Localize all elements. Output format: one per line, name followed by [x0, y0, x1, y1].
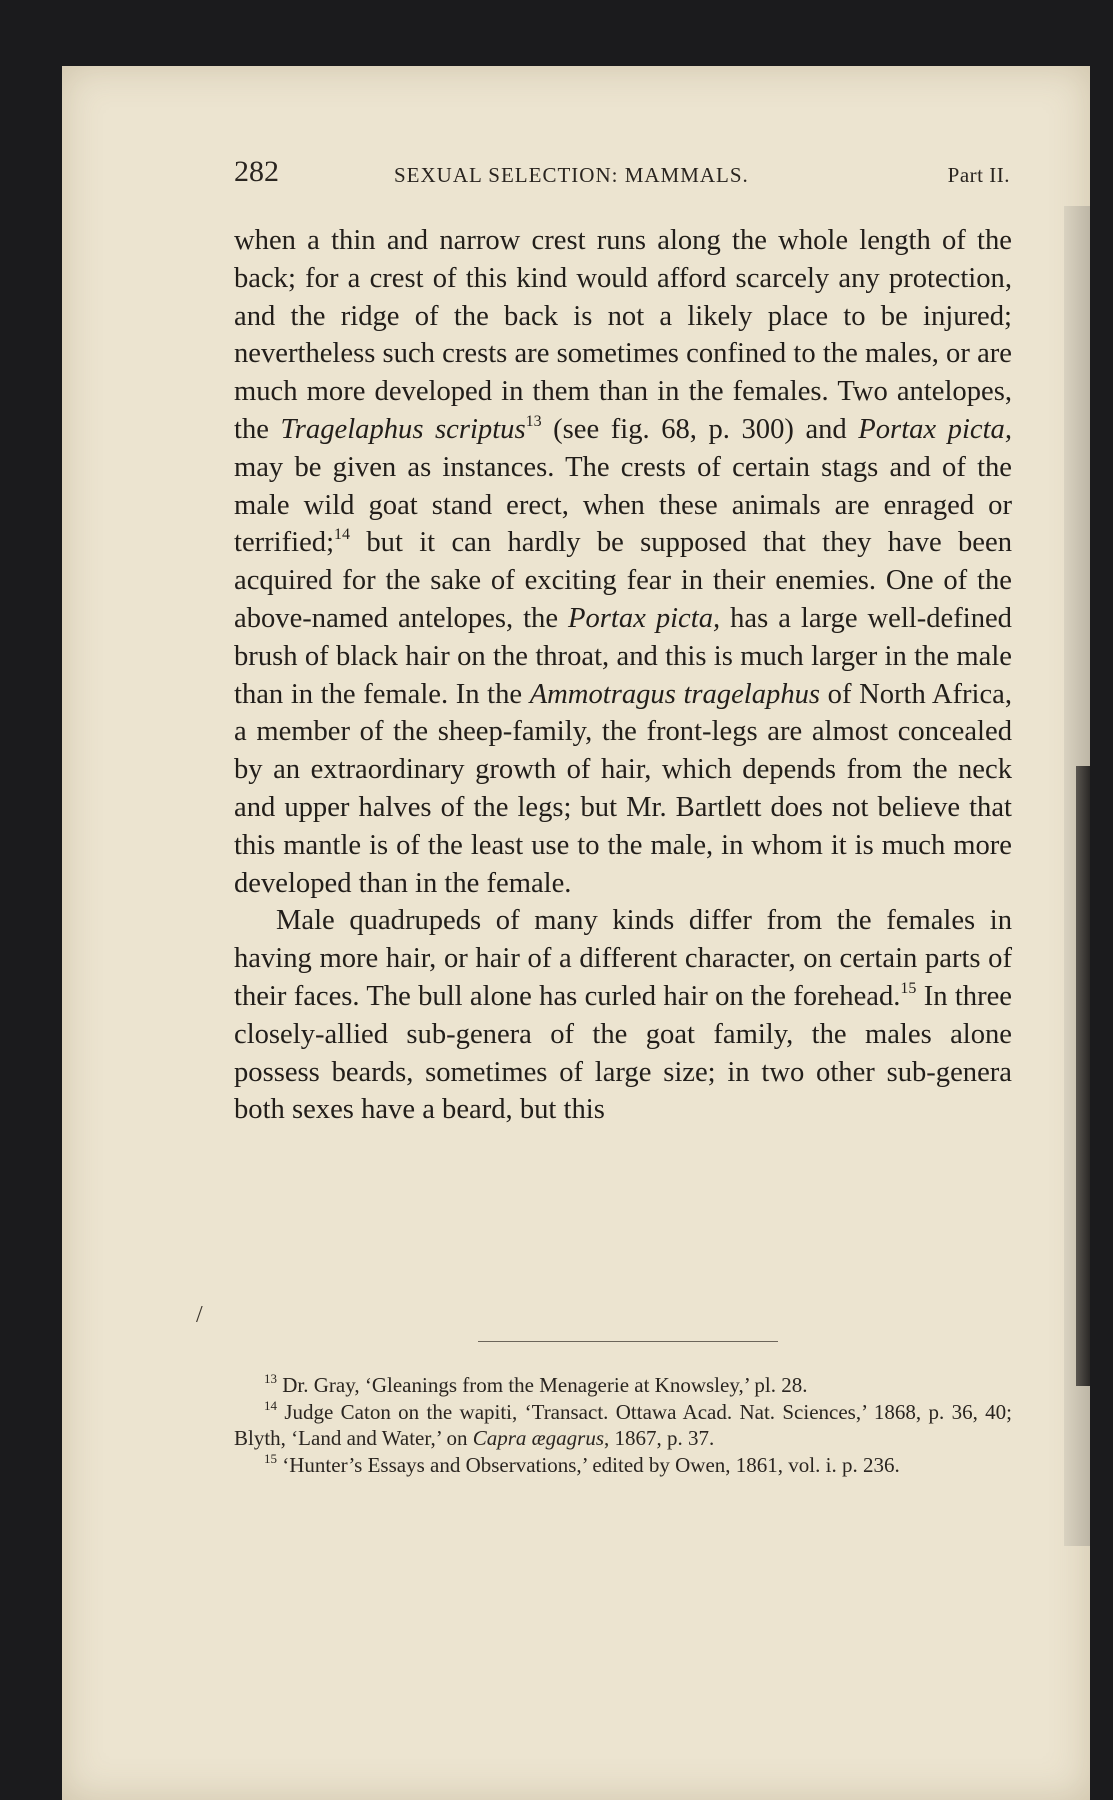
body-text: [234, 222, 1012, 1129]
margin-mark: /: [196, 1302, 203, 1328]
footnote-ref: 13: [525, 412, 542, 430]
page-edge-shadow: [1076, 766, 1090, 1386]
footnotes: [234, 1372, 1012, 1479]
italic-text: Portax picta,: [568, 602, 721, 634]
paragraph-1: [234, 222, 1012, 902]
footnote-ref: 14: [264, 1398, 277, 1413]
paragraph-2: [234, 902, 1012, 1129]
text-run: but it can hardly be supposed that they have been acquired for the sake of exciting fear in their enemies. One of the above-named antelopes, the: [234, 527, 1012, 634]
text-run: , 1867, p. 37.: [604, 1426, 715, 1450]
italic-text: Portax picta,: [858, 413, 1012, 445]
footnote-ref: 13: [264, 1371, 277, 1386]
page-header: [234, 155, 1014, 195]
footnote-ref: 15: [900, 979, 917, 997]
italic-text: Ammotragus tragelaphus: [529, 678, 821, 710]
text-run: Dr. Gray, ‘Gleanings from the Menagerie at Knowsley,’ pl. 28.: [277, 1373, 808, 1397]
footnote-ref: 15: [264, 1451, 277, 1466]
footnote-13: [234, 1372, 1012, 1398]
text-run: of North Africa, a member of the sheep-family, the front-legs are almost concealed by an extraordinary growth of hair, which depends from the neck and upper halves of the legs; but Mr. Bartlett does not believe that this mantle is of the least use to the male, in whom it is much more developed than in the female.: [234, 678, 1012, 899]
footnote-14: [234, 1399, 1012, 1451]
text-run: In three closely-allied sub-genera of the goat family, the males alone possess beards, sometimes of large size; in two other sub-genera both sexes have a beard, but this: [234, 980, 1012, 1126]
footnote-rule: [478, 1341, 778, 1342]
italic-text: Tragelaphus scriptus: [280, 413, 526, 445]
text-run: (see fig. 68, p. 300) and: [541, 413, 859, 445]
italic-text: Capra ægagrus: [472, 1426, 604, 1450]
part-label: Part II.: [947, 163, 1010, 187]
footnote-15: [234, 1452, 1012, 1478]
text-run: has a large well-defined brush of black hair on the throat, and this is much larger in the male than in the female. In the: [234, 602, 1012, 710]
text-run: Judge Caton on the wapiti, ‘Transact. Ottawa Acad. Nat. Sciences,’ 1868, p. 36, 40; Blyth, ‘Land and Water,’ on: [234, 1400, 1012, 1450]
text-run: ‘Hunter’s Essays and Observations,’ edited by Owen, 1861, vol. i. p. 236.: [277, 1453, 900, 1477]
running-title: SEXUAL SELECTION: MAMMALS.: [394, 163, 749, 187]
text-run: Male quadrupeds of many kinds differ from the females in having more hair, or hair of a different character, on certain parts of their faces. The bull alone has curled hair on the forehead.: [234, 905, 1012, 1012]
footnote-ref: 14: [334, 526, 351, 544]
text-run: may be given as instances. The crests of certain stags and of the male wild goat stand erect, when these animals are enraged or terrified;: [234, 451, 1012, 559]
text-run: when a thin and narrow crest runs along the whole length of the back; for a crest of this kind would afford scarcely any protection, and the ridge of the back is not a likely place to be injured; nevertheless such crests are sometimes confined to the males, or are much more developed in them than in the females. Two antelopes, the: [234, 225, 1012, 445]
page-number: 282: [234, 155, 279, 188]
